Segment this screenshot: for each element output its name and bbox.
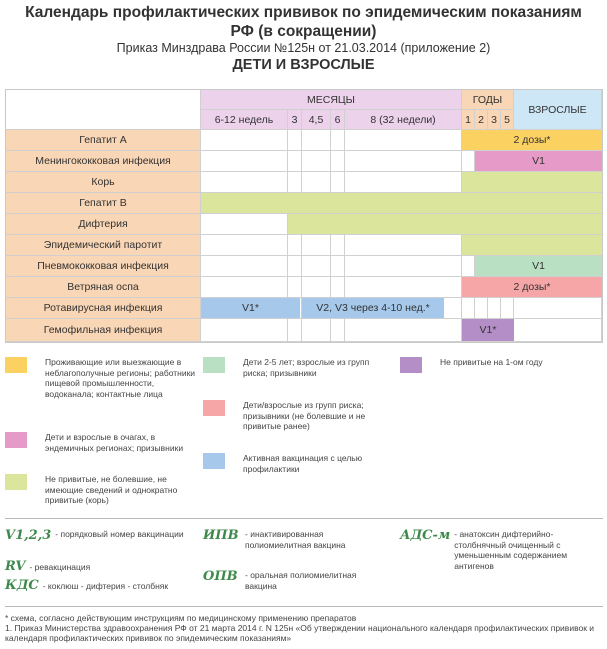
legend-item-salmon [203,400,393,432]
schedule-bar-meningococcal: V1 [475,151,602,171]
schedule-grid-cell [302,319,331,342]
schedule-grid-cell [201,130,288,151]
month-header: 4,5 [302,110,331,130]
schedule-bar-diphtheria [288,214,602,234]
schedule-grid-cell [201,214,288,235]
schedule-grid-cell [201,256,288,277]
schedule-grid-cell [302,277,331,298]
schedule-bar-rotavirus-v1: V1* [201,298,300,318]
legend-item-light-green [203,357,393,378]
schedule-bar-hepatitis-b [201,193,602,213]
schedule-grid-cell [302,130,331,151]
months-group-header: МЕСЯЦЫ [201,90,462,110]
legend-text: Дети и взрослые в очагах, в эндемичных регионах; призывники [45,432,184,453]
schedule-grid-cell [331,151,345,172]
abbreviation-opv [203,570,393,591]
abbreviation-text: - порядковый номер вакцинации [55,529,184,539]
abbreviation-code: RV [5,559,26,574]
schedule-grid-cell [201,235,288,256]
abbreviation-code: АДС-м [400,528,451,543]
schedule-grid-cell [201,319,288,342]
abbreviation-code: ИПВ [203,528,239,543]
footnote-asterisk: * схема, согласно действующим инструкциям по медицинскому применению препаратов [5,613,357,623]
schedule-grid-cell [331,277,345,298]
legend-text: Дети/взрослые из групп риска; призывники (не болевшие и не привитые ранее) [243,400,366,431]
schedule-grid-cell [331,172,345,193]
schedule-grid-cell [345,319,462,342]
schedule-grid-cell [345,256,462,277]
abbreviation-ipv [203,529,393,550]
section-divider [5,518,603,519]
schedule-grid-cell [331,256,345,277]
legend-item-khaki [5,474,200,506]
abbreviation-ads-m [400,529,600,571]
month-header: 6 [331,110,345,130]
schedule-bar-rotavirus-v2-v3: V2, V3 через 4-10 нед.* [302,298,444,318]
page-header [0,0,607,74]
schedule-grid-cell [331,319,345,342]
title-line-1: Календарь профилактических прививок по эпидемическим показаниям [25,4,582,21]
abbreviation-text: - анатоксин дифтерийно-столбнячный очищенный с уменьшенным содержанием антигенов [454,529,568,571]
schedule-bar-varicella: 2 дозы* [462,277,602,297]
schedule-grid-cell [201,277,288,298]
row-label-hepatitis-b: Гепатит В [6,193,201,214]
schedule-grid-cell [514,319,602,342]
schedule-grid-cell [302,256,331,277]
row-label-meningococcal: Менингококковая инфекция [6,151,201,172]
year-header: 3 [488,110,501,130]
row-label-measles: Корь [6,172,201,193]
schedule-grid-cell [345,235,462,256]
footnote-reference: 1. Приказ Министерства здравоохранения РФ от 21 марта 2014 г. N 125н «Об утверждении национального календаря профилактических прививок и календаря профилактических прививок по эпидемическим показаниям» [5,623,595,643]
schedule-grid-cell [288,130,302,151]
abbreviation-rv [5,560,195,574]
adults-group-header: ВЗРОСЛЫЕ [514,90,602,130]
schedule-grid-cell [345,172,462,193]
legend-swatch-blue [203,453,225,469]
audience-heading: ДЕТИ И ВЗРОСЛЫЕ [232,57,375,73]
month-header: 3 [288,110,302,130]
schedule-grid-cell [462,151,475,172]
schedule-grid-cell [302,172,331,193]
schedule-bar-hepatitis-a: 2 дозы* [462,130,602,150]
legend-item-pink [5,432,200,453]
vaccination-schedule-table [5,89,603,343]
row-label-rotavirus: Ротавирусная инфекция [6,298,201,319]
abbreviation-code: ОПВ [203,569,238,584]
schedule-bar-pneumococcal: V1 [475,256,602,276]
schedule-grid-cell [501,298,514,319]
month-header: 6-12 недель [201,110,288,130]
schedule-grid-cell [288,151,302,172]
abbreviation-text: - коклюш - дифтерия - столбняк [42,581,169,591]
row-label-hepatitis-a: Гепатит А [6,130,201,151]
abbreviation-kds [5,579,205,593]
footnotes [5,613,603,643]
schedule-grid-cell [488,298,501,319]
schedule-grid-cell [201,172,288,193]
schedule-grid-cell [345,151,462,172]
legend-item-yellow [5,357,200,399]
page-title [0,0,607,41]
abbreviation-code: V1,2,3 [5,528,52,543]
schedule-bar-hib: V1* [462,319,514,341]
schedule-grid-cell [462,298,475,319]
schedule-grid-cell [345,130,462,151]
schedule-grid-cell [302,151,331,172]
legend-swatch-light-green [203,357,225,373]
schedule-grid-cell [288,256,302,277]
legend-text: Дети 2-5 лет; взрослые из групп риска; призывники [243,357,370,378]
table-corner-cell [6,90,201,130]
schedule-grid-cell [462,256,475,277]
abbreviation-text: - инактивированная полиомиелитная вакцина [245,529,346,550]
abbreviation-v123 [5,529,195,543]
order-reference: Приказ Минздрава России №125н от 21.03.2014 (приложение 2) [116,41,491,55]
legend-text: Активная вакцинация с целью профилактики [243,453,363,474]
abbreviation-text: - оральная полиомиелитная вакцина [245,570,357,591]
schedule-grid-cell [331,130,345,151]
schedule-grid-cell [288,235,302,256]
schedule-grid-cell [288,277,302,298]
schedule-grid-cell [345,277,462,298]
schedule-grid-cell [331,235,345,256]
schedule-bar-mumps [462,235,602,255]
legend-text: Не привитые, не болевшие, не имеющие сведений и однократно привитые (корь) [45,474,178,505]
title-line-2: РФ (в сокращении) [230,23,377,40]
schedule-bar-measles [462,172,602,192]
legend-swatch-yellow [5,357,27,373]
row-label-hib: Гемофильная инфекция [6,319,201,342]
month-header: 8 (32 недели) [345,110,462,130]
row-label-pneumococcal: Пневмококковая инфекция [6,256,201,277]
legend-item-blue [203,453,393,474]
schedule-grid-cell [288,319,302,342]
year-header: 1 [462,110,475,130]
schedule-grid-cell [302,235,331,256]
abbreviation-text: - ревакцинация [29,562,91,572]
legend-item-purple [400,357,600,373]
legend-swatch-salmon [203,400,225,416]
years-group-header: ГОДЫ [462,90,514,110]
year-header: 2 [475,110,488,130]
year-header: 5 [501,110,514,130]
legend-swatch-khaki [5,474,27,490]
legend-text: Проживающие или выезжающие в неблагополучные регионы; работники пищевой промышленности, водоканала; контактные лица [45,357,196,399]
legend-swatch-pink [5,432,27,448]
schedule-grid-cell [514,298,602,319]
row-label-varicella: Ветряная оспа [6,277,201,298]
schedule-grid-cell [475,298,488,319]
legend-swatch-purple [400,357,422,373]
footnote-divider [5,606,603,607]
abbreviation-code: КДС [5,578,39,593]
row-label-diphtheria: Дифтерия [6,214,201,235]
schedule-grid-cell [201,151,288,172]
schedule-grid-cell [288,172,302,193]
legend-text: Не привитые на 1-ом году [440,357,543,367]
row-label-mumps: Эпидемический паротит [6,235,201,256]
